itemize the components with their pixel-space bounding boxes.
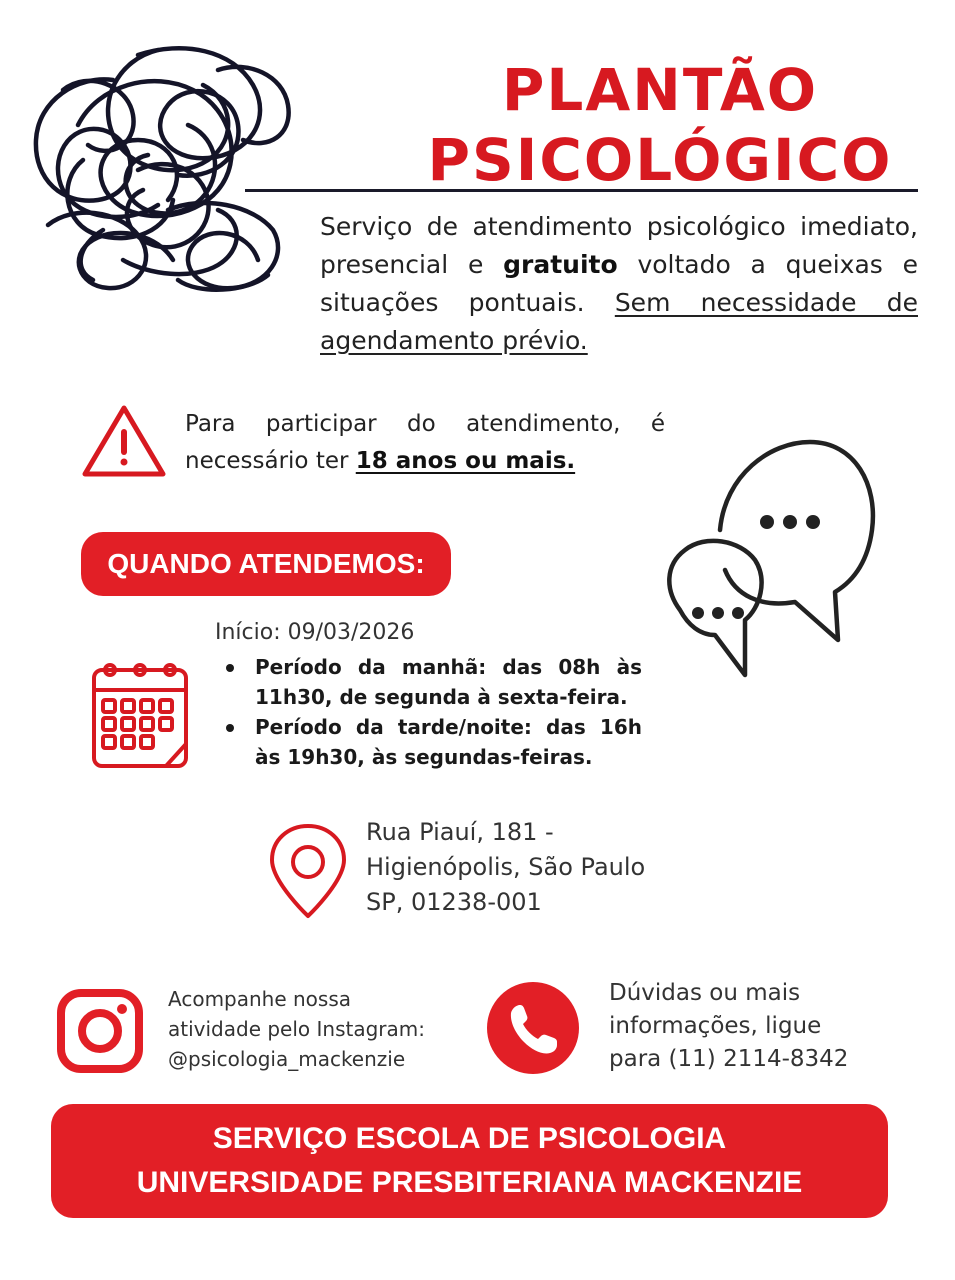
title-divider — [245, 189, 918, 192]
address-line-1: Rua Piauí, 181 - — [366, 818, 554, 846]
footer-line-1: SERVIÇO ESCOLA DE PSICOLOGIA — [212, 1122, 727, 1155]
start-date: Início: 09/03/2026 — [215, 620, 415, 645]
intro-no-appointment: Sem necessidade de agendamento prévio. — [320, 288, 918, 355]
phone-line-1: Dúvidas ou mais — [609, 980, 801, 1006]
schedule-periods — [222, 652, 642, 772]
page-title — [380, 55, 940, 195]
intro-bold-free: gratuito — [503, 250, 618, 279]
intro-paragraph — [320, 208, 918, 360]
address — [366, 815, 686, 920]
instagram-line-2: atividade pelo Instagram: — [168, 1017, 425, 1041]
tangled-scribble-icon — [18, 30, 318, 305]
title-line-2: PSICOLÓGICO — [427, 126, 893, 194]
phone-line-2: informações, ligue — [609, 1013, 822, 1039]
phone-number[interactable]: para (11) 2114-8342 — [609, 1046, 849, 1072]
address-line-3: SP, 01238-001 — [366, 888, 542, 916]
calendar-icon — [88, 656, 193, 772]
title-line-1: PLANTÃO — [501, 56, 819, 124]
phone-icon[interactable] — [486, 981, 580, 1075]
period-afternoon: Período da tarde/noite: das 16h às 19h30, às segundas-feiras. — [222, 712, 642, 772]
instagram-info — [168, 984, 468, 1074]
chat-bubbles-icon — [660, 430, 885, 695]
schedule-heading-badge: QUANDO ATENDEMOS: — [81, 532, 451, 596]
location-pin-icon — [266, 822, 350, 920]
instagram-line-1: Acompanhe nossa — [168, 987, 352, 1011]
footer-line-2: UNIVERSIDADE PRESBITERIANA MACKENZIE — [136, 1166, 803, 1199]
instagram-handle[interactable]: @psicologia_mackenzie — [168, 1047, 406, 1071]
age-requirement: 18 anos ou mais. — [355, 448, 576, 474]
intro-text-2: voltado a queixas e situações pontuais. — [320, 250, 918, 317]
intro-text-1: Serviço de atendimento psicológico imediato, presencial e — [320, 212, 918, 279]
warning-triangle-icon — [80, 402, 168, 480]
age-notice — [185, 406, 665, 480]
age-notice-text: Para participar do atendimento, é necessário ter — [185, 411, 665, 474]
phone-info — [609, 977, 909, 1076]
instagram-icon[interactable] — [56, 988, 144, 1074]
footer-banner — [51, 1104, 888, 1218]
address-line-2: Higienópolis, São Paulo — [366, 853, 646, 881]
period-morning: Período da manhã: das 08h às 11h30, de segunda à sexta-feira. — [222, 652, 642, 712]
